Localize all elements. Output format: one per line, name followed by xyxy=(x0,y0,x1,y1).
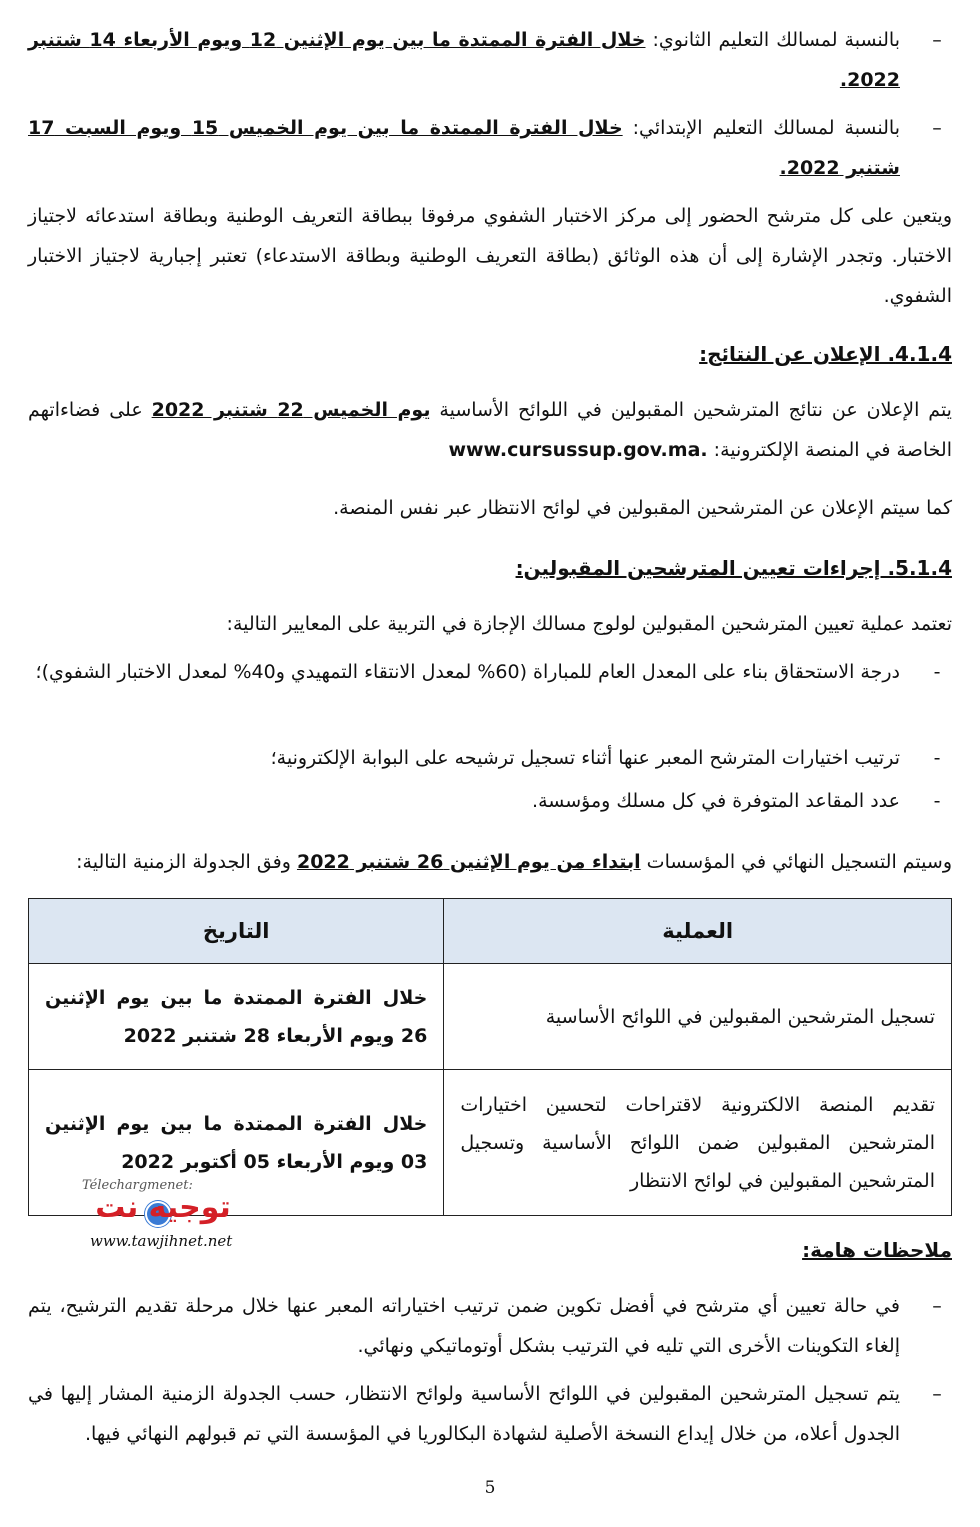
criteria-item xyxy=(28,781,952,821)
exam-period-secondary xyxy=(28,20,952,100)
date-cell: خلال الفترة الممتدة ما بين يوم الإثنين 03 ويوم الأربعاء 05 أكتوبر 2022 xyxy=(29,1070,444,1216)
results-date: يوم الخميس 22 شتنبر 2022 xyxy=(151,399,431,421)
final-text-b: وفق الجدولة الزمنية التالية: xyxy=(76,851,297,873)
watermark-site[interactable]: www.tawjihnet.net xyxy=(90,1232,233,1250)
results-paragraph xyxy=(28,390,952,470)
final-start-date: ابتداء من يوم الإثنين 26 شتنبر 2022 xyxy=(296,851,641,873)
header-date: التاريخ xyxy=(29,899,444,964)
note-text: في حالة تعيين أي مترشح في أفضل تكوين ضمن ترتيب اختياراته المعبر عنها خلال مرحلة تقديم الترشيح، يتم إلغاء التكوينات الأخرى التي تليه في الترتيب بشكل أوتوماتيكي ونهائي. xyxy=(28,1295,900,1357)
watermark-label: Télechargmenet: xyxy=(82,1178,193,1193)
platform-url[interactable]: www.cursussup.gov.ma. xyxy=(448,439,708,461)
operation-cell: تقديم المنصة الالكترونية لاقتراحات لتحسين اختيارات المترشحين المقبولين ضمن اللوائح الأساسية وتسجيل المترشحين المقبولين في لوائح الانتظار xyxy=(444,1070,952,1216)
page-number: 5 xyxy=(484,1478,496,1498)
criteria-text: ترتيب اختيارات المترشح المعبر عنها أثناء تسجيل ترشيحه على البوابة الإلكترونية؛ xyxy=(270,747,900,769)
note-text: يتم تسجيل المترشحين المقبولين في اللوائح الأساسية ولوائح الانتظار، حسب الجدولة الزمنية المشار إليها في الجدول أعلاه، من خلال إيداع النسخة الأصلية لشهادة البكالوريا في المؤسسة التي تم قبولهم النهائي فيها. xyxy=(28,1383,900,1445)
note-item xyxy=(28,1286,952,1366)
criteria-text: درجة الاستحقاق بناء على المعدل العام للمباراة (60% لمعدل الانتقاء التمهيدي و40% لمعدل الاختبار الشفوي)؛ xyxy=(35,661,900,683)
schedule-table xyxy=(28,898,952,1216)
exam-period-primary xyxy=(28,108,952,188)
criteria-item xyxy=(28,738,952,778)
dash-marker: - xyxy=(933,790,941,812)
date-cell: خلال الفترة الممتدة ما بين يوم الإثنين 26 ويوم الأربعاء 28 شتنبر 2022 xyxy=(29,964,444,1070)
site-watermark xyxy=(78,1178,248,1254)
dash-marker: – xyxy=(932,1295,942,1317)
criteria-intro: تعتمد عملية تعيين المترشحين المقبولين لولوج مسالك الإجازة في التربية على المعايير التالية: xyxy=(226,613,952,635)
table-header-row xyxy=(29,899,952,964)
criteria-item xyxy=(28,652,952,692)
header-operation: العملية xyxy=(444,899,952,964)
waiting-list-paragraph: كما سيتم الإعلان عن المترشحين المقبولين في لوائح الانتظار عبر نفس المنصة. xyxy=(333,497,952,519)
bullet-emphasis: خلال الفترة الممتدة ما بين يوم الإثنين 12 ويوم الأربعاء 14 شتنبر 2022. xyxy=(28,29,900,91)
dash-marker: – xyxy=(932,29,942,51)
table-row xyxy=(29,964,952,1070)
dash-marker: – xyxy=(932,117,942,139)
presence-paragraph: ويتعين على كل مترشح الحضور إلى مركز الاختبار الشفوي مرفوقا ببطاقة التعريف الوطنية وبطاقة استدعائه لاجتياز الاختبار. وتجدر الإشارة إلى أن هذه الوثائق (بطاقة التعريف الوطنية وبطاقة الاستدعاء) تعتبر إجبارية لاجتياز الاختبار الشفوي. xyxy=(28,205,952,307)
results-section-heading: 4.1.4. الإعلان عن النتائج: xyxy=(699,342,952,366)
criteria-text: عدد المقاعد المتوفرة في كل مسلك ومؤسسة. xyxy=(532,790,900,812)
dash-marker: - xyxy=(933,661,941,683)
operation-cell: تسجيل المترشحين المقبولين في اللوائح الأساسية xyxy=(444,964,952,1070)
results-text-a: يتم الإعلان عن نتائج المترشحين المقبولين في اللوائح الأساسية xyxy=(430,399,952,421)
bullet-emphasis: خلال الفترة الممتدة ما بين يوم الخميس 15 ويوم السبت 17 شتنبر 2022. xyxy=(28,117,900,179)
final-registration-paragraph xyxy=(28,842,952,882)
bullet-text: بالنسبة لمسالك التعليم الثانوي: xyxy=(645,29,901,51)
final-text-a: وسيتم التسجيل النهائي في المؤسسات xyxy=(640,851,952,873)
dash-marker: – xyxy=(932,1383,942,1405)
notes-heading: ملاحظات هامة: xyxy=(802,1238,952,1262)
dash-marker: - xyxy=(933,747,941,769)
watermark-brand: توجيه نت xyxy=(95,1190,231,1225)
assignment-section-heading: 5.1.4. إجراءات تعيين المترشحين المقبولين: xyxy=(515,556,952,580)
note-item xyxy=(28,1374,952,1454)
results-text-b: على فضاءاتهم الخاصة في المنصة الإلكترونية: xyxy=(28,399,952,461)
bullet-text: بالنسبة لمسالك التعليم الإبتدائي: xyxy=(622,117,900,139)
